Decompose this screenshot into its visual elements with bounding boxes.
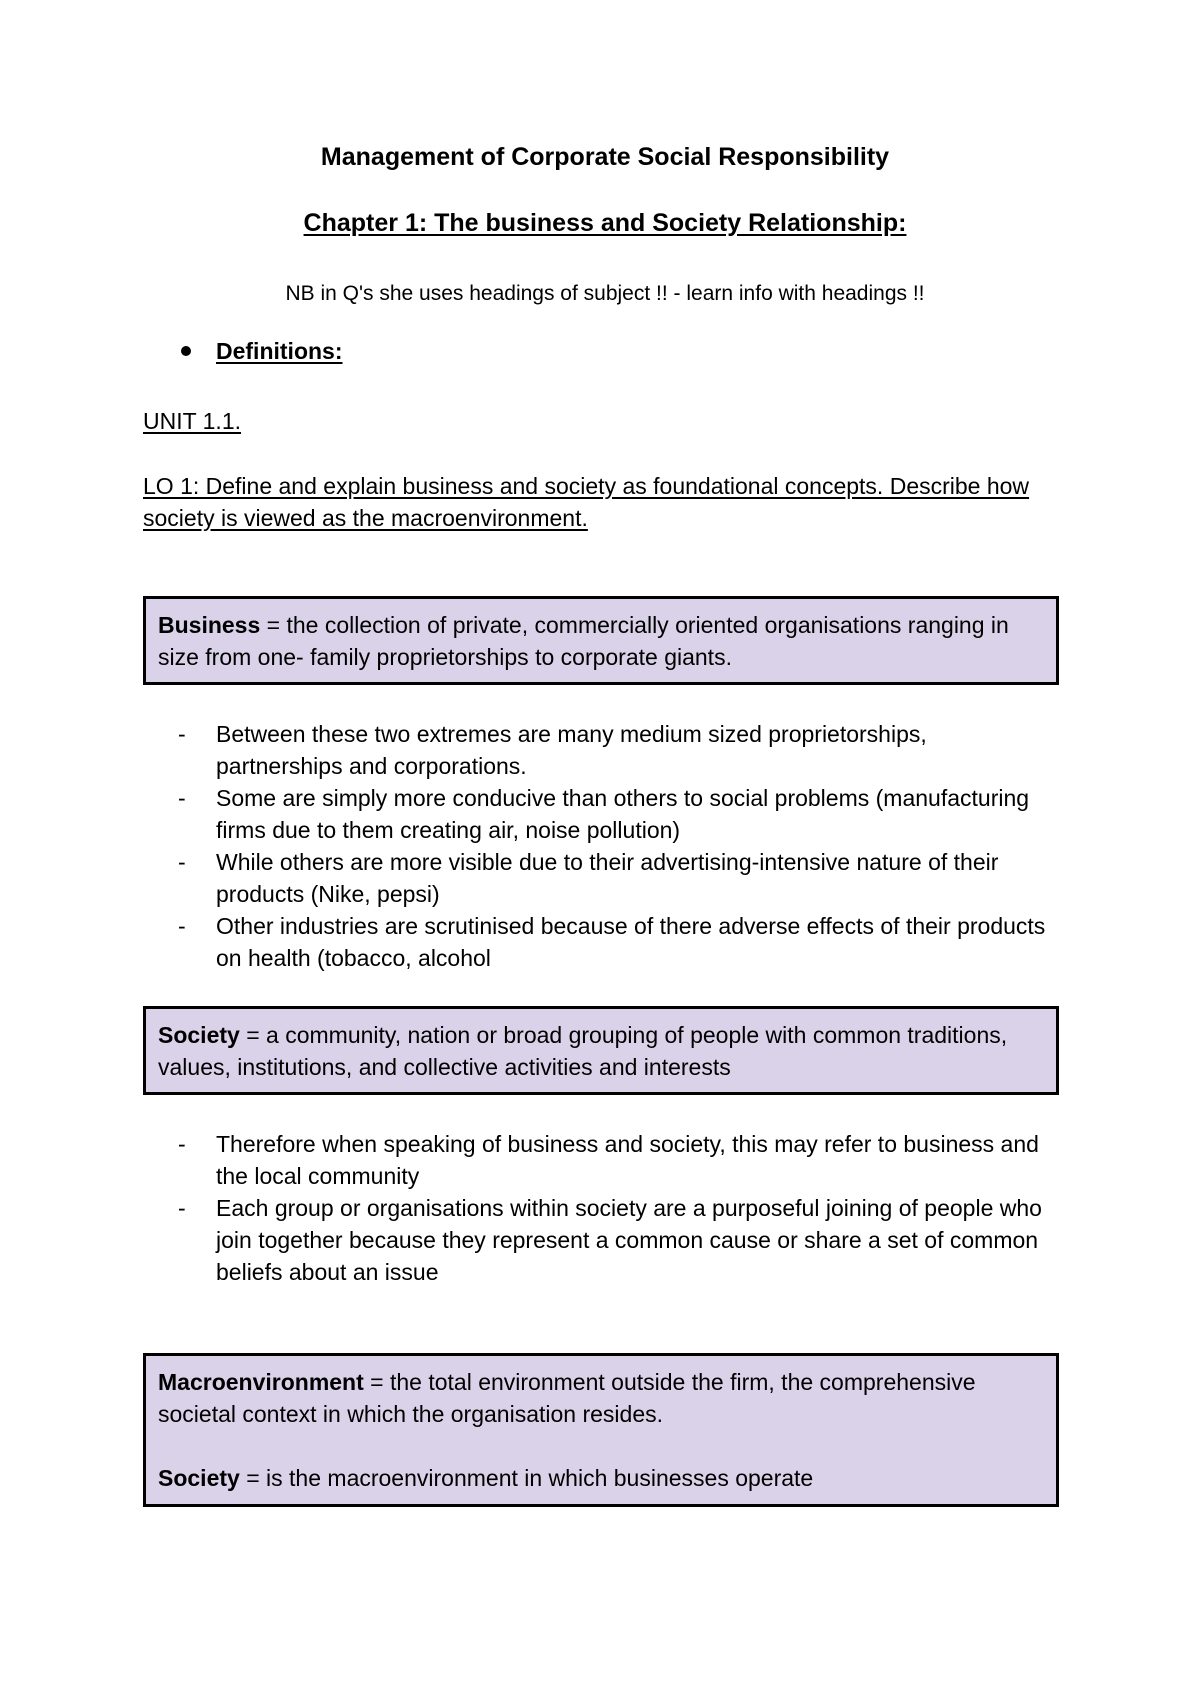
list-item: - Between these two extremes are many medium sized proprietorships, partnerships and corporations.	[0, 718, 1056, 782]
dash-marker: -	[178, 721, 186, 747]
definition-text: = a community, nation or broad grouping of people with common traditions, values, institutions, and collective activities and interests	[158, 1022, 1008, 1080]
society-definition-box	[143, 1006, 1059, 1095]
dash-marker: -	[178, 1131, 186, 1157]
definition-text: = is the macroenvironment in which businesses operate	[239, 1465, 814, 1491]
list-item: - While others are more visible due to their advertising-intensive nature of their products (Nike, pepsi)	[0, 846, 1056, 910]
macroenvironment-definition	[158, 1366, 1044, 1430]
definitions-heading-label: Definitions:	[216, 338, 343, 364]
dash-marker: -	[178, 849, 186, 875]
unit-heading: UNIT 1.1.	[143, 408, 241, 434]
society-points-list	[0, 1128, 1056, 1288]
document-title: Management of Corporate Social Responsibility	[320, 143, 890, 171]
definition-term: Business	[158, 612, 261, 638]
definition-term: Society	[158, 1465, 240, 1491]
business-points-list	[0, 718, 1056, 974]
definition-text: = the total environment outside the firm, the comprehensive societal context in which the organisation resides.	[158, 1369, 976, 1427]
dash-marker: -	[178, 913, 186, 939]
list-item: - Other industries are scrutinised because of there adverse effects of their products on health (tobacco, alcohol	[0, 910, 1056, 974]
dash-marker: -	[178, 785, 186, 811]
definition-term: Macroenvironment	[158, 1369, 364, 1395]
definition-text: = the collection of private, commercially oriented organisations ranging in size from one- family proprietorships to corporate giants.	[158, 612, 1009, 670]
chapter-title: Chapter 1: The business and Society Relationship:	[303, 209, 907, 237]
society-macro-definition	[158, 1462, 1044, 1494]
definition-term: Society	[158, 1022, 240, 1048]
nb-note: NB in Q's she uses headings of subject !! - learn info with headings !!	[285, 282, 925, 305]
list-item: - Therefore when speaking of business and society, this may refer to business and the local community	[0, 1128, 1056, 1192]
learning-objective: LO 1: Define and explain business and society as foundational concepts. Describe how society is viewed as the macroenvironment.	[143, 473, 1030, 531]
bullet-icon	[181, 346, 191, 356]
business-definition-box	[143, 596, 1059, 685]
list-item: - Some are simply more conducive than others to social problems (manufacturing firms due to them creating air, noise pollution)	[0, 782, 1056, 846]
definitions-heading	[181, 338, 343, 365]
macroenvironment-definition-box	[143, 1353, 1059, 1507]
dash-marker: -	[178, 1195, 186, 1221]
list-item: - Each group or organisations within society are a purposeful joining of people who join together because they represent a common cause or share a set of common beliefs about an issue	[0, 1192, 1056, 1288]
